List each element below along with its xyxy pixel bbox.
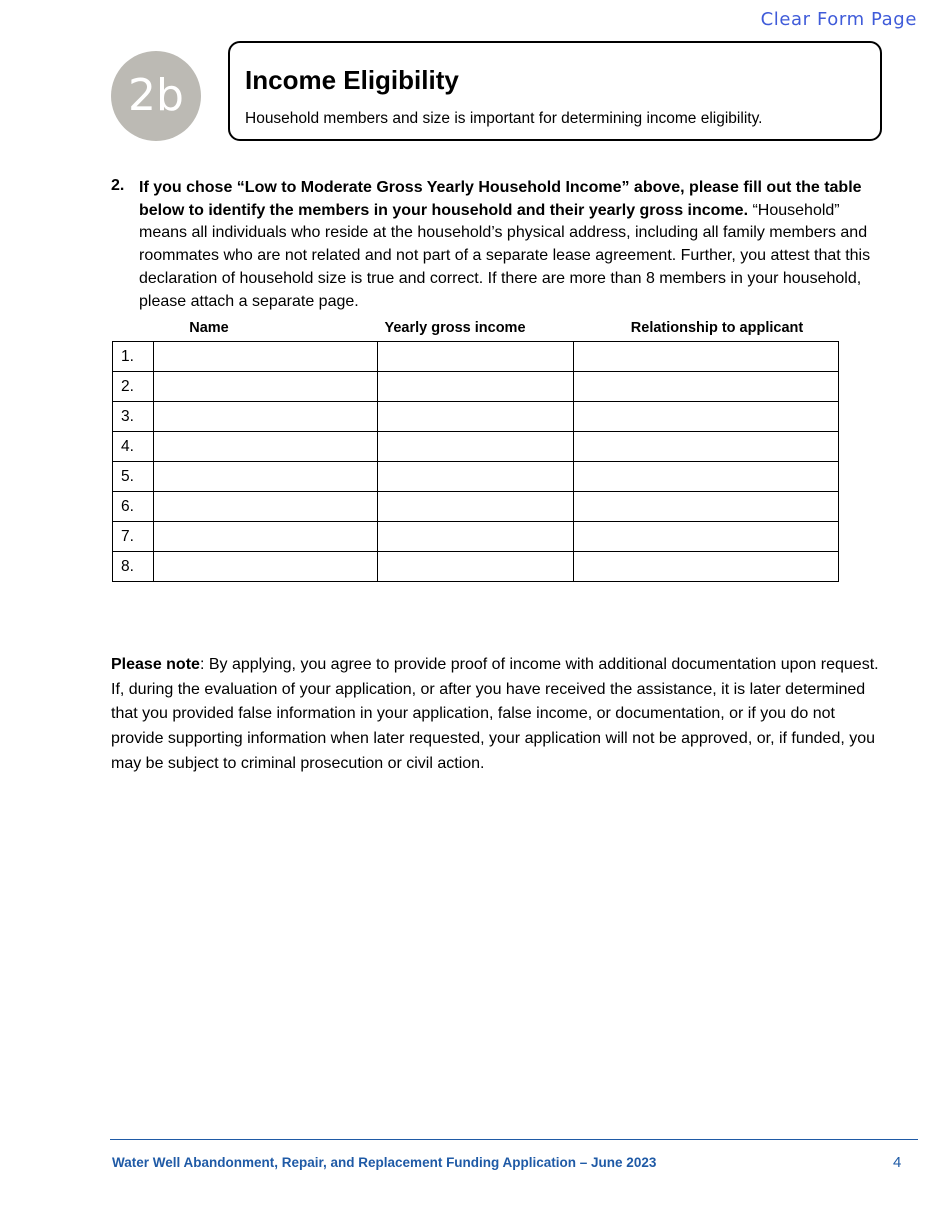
column-header-name: Name: [189, 320, 229, 336]
relationship-field[interactable]: [574, 402, 839, 432]
table-row: [113, 462, 839, 492]
column-header-relationship: Relationship to applicant: [630, 320, 804, 336]
please-note-text: : By applying, you agree to provide proof of income with additional documentation upon request. If, during the evaluation of your application, or after you have received the assistance, it is later determined that you provided false information in your application, false income, or documentation, or if you do not provide supporting information when later requested, your application will not be approved, or, if funded, you may be subject to criminal prosecution or civil action.: [111, 656, 879, 772]
yearly-income-field[interactable]: [378, 402, 574, 432]
table-row: [113, 552, 839, 582]
yearly-income-field[interactable]: [378, 372, 574, 402]
table-row: [113, 342, 839, 372]
question-number: 2.: [111, 177, 125, 194]
table-row: [113, 432, 839, 462]
row-number: 7.: [113, 522, 154, 552]
row-number: 1.: [113, 342, 154, 372]
yearly-income-field[interactable]: [378, 432, 574, 462]
please-note-paragraph: [111, 653, 886, 777]
question-bold-text: If you chose “Low to Moderate Gross Yearly Household Income” above, please fill out the table below to identify the members in your household and their yearly gross income.: [139, 179, 862, 219]
name-field[interactable]: [154, 552, 378, 582]
yearly-income-field[interactable]: [378, 552, 574, 582]
section-badge: 2b: [111, 51, 201, 141]
question-body-text: “Household” means all individuals who reside at the household’s physical address, including all family members and roommates who are not related and not part of a separate lease agreement. Further, you attest that this declaration of household size is true and correct. If there are more than 8 members in your household, please attach a separate page.: [139, 201, 871, 310]
table-row: [113, 372, 839, 402]
relationship-field[interactable]: [574, 342, 839, 372]
yearly-income-field[interactable]: [378, 492, 574, 522]
page-number: 4: [893, 1154, 902, 1171]
row-number: 4.: [113, 432, 154, 462]
column-header-income: Yearly gross income: [384, 320, 526, 336]
name-field[interactable]: [154, 342, 378, 372]
table-row: [113, 492, 839, 522]
relationship-field[interactable]: [574, 462, 839, 492]
name-field[interactable]: [154, 462, 378, 492]
name-field[interactable]: [154, 492, 378, 522]
row-number: 2.: [113, 372, 154, 402]
row-number: 5.: [113, 462, 154, 492]
row-number: 6.: [113, 492, 154, 522]
row-number: 8.: [113, 552, 154, 582]
clear-form-page-link[interactable]: Clear Form Page: [760, 9, 917, 30]
section-subtitle: Household members and size is important for determining income eligibility.: [245, 110, 763, 127]
relationship-field[interactable]: [574, 492, 839, 522]
table-row: [113, 402, 839, 432]
name-field[interactable]: [154, 432, 378, 462]
relationship-field[interactable]: [574, 552, 839, 582]
yearly-income-field[interactable]: [378, 462, 574, 492]
please-note-label: Please note: [111, 656, 200, 673]
name-field[interactable]: [154, 402, 378, 432]
table-row: [113, 522, 839, 552]
yearly-income-field[interactable]: [378, 522, 574, 552]
household-members-table: [112, 341, 839, 582]
relationship-field[interactable]: [574, 372, 839, 402]
footer-divider: [110, 1139, 918, 1140]
yearly-income-field[interactable]: [378, 342, 574, 372]
name-field[interactable]: [154, 522, 378, 552]
name-field[interactable]: [154, 372, 378, 402]
footer-document-title: Water Well Abandonment, Repair, and Replacement Funding Application – June 2023: [112, 1155, 657, 1170]
relationship-field[interactable]: [574, 432, 839, 462]
question-text: [139, 177, 891, 313]
relationship-field[interactable]: [574, 522, 839, 552]
row-number: 3.: [113, 402, 154, 432]
section-header-box: [228, 41, 882, 141]
section-title: Income Eligibility: [245, 65, 459, 95]
